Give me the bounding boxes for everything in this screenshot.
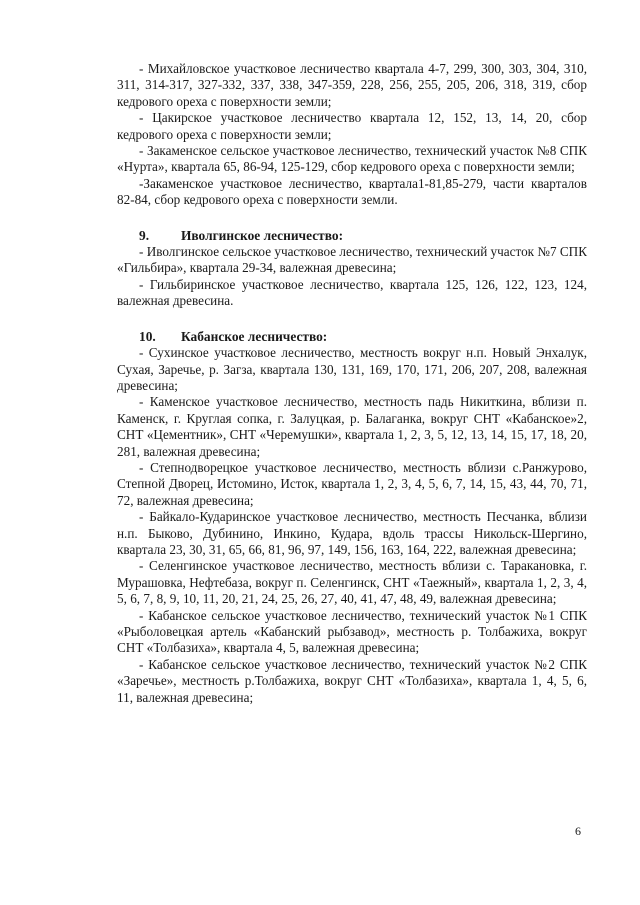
paragraph-kamenskoe: - Каменское участковое лесничество, местность падь Никиткина, вблизи п. Каменск, г. Круглая сопка, г. Залуцкая, р. Балаганка, вокруг СНТ «Кабанское»2, СНТ «Цементник», СНТ «Черемушки», квартала 1, 2, 3, 5, 12, 13, 14, 15, 17, 18, 20, 281, валежная древесина; xyxy=(117,394,587,459)
section-title: Кабанское лесничество: xyxy=(181,328,328,344)
paragraph-mikhailovskoe: - Михайловское участковое лесничество квартала 4-7, 299, 300, 303, 304, 310, 311, 314-317, 327-332, 337, 338, 347-359, 228, 256, 255, 205, 206, 318, 319, сбор кедрового ореха с поверхности земли; xyxy=(117,61,587,109)
paragraph-zakamenskoe-selskoe: - Закаменское сельское участковое лесничество, технический участок №8 СПК «Нурта», квартала 65, 86-94, 125-129, сбор кедрового ореха с поверхности земли; xyxy=(117,143,587,175)
paragraph-zakamenskoe: -Закаменское участковое лесничество, квартала1-81,85-279, части кварталов 82-84, сбор кедрового ореха с поверхности земли. xyxy=(117,175,587,208)
paragraph-tsakirskoe: - Цакирское участковое лесничество квартала 12, 152, 13, 14, 20, сбор кедрового ореха с поверхности земли; xyxy=(117,110,587,142)
section-title: Иволгинское лесничество: xyxy=(181,227,344,243)
paragraph-kabanskoe-selskoe-2: - Кабанское сельское участковое лесничество, технический участок №2 СПК «Заречье», местность р.Толбажиха, вокруг СНТ «Толбазиха», квартала 1, 4, 5, 6, 11, валежная древесина; xyxy=(117,656,587,705)
paragraph-kabanskoe-selskoe-1: - Кабанское сельское участковое лесничество, технический участок №1 СПК «Рыболовецкая артель «Кабанский рыбзавод», местность р. Толбажиха, вокруг СНТ «Толбазиха», квартала 4, 5, валежная древесина; xyxy=(117,607,587,656)
section-number: 10. xyxy=(139,328,156,344)
section-number: 9. xyxy=(139,227,150,243)
page-number: 6 xyxy=(575,824,581,838)
paragraph-baikalo-kudarinskoe: - Байкало-Кударинское участковое лесничество, местность Песчанка, вблизи н.п. Быково, Дубинино, Инкино, Кудара, вдоль трассы Никольск-Шергино, квартала 23, 30, 31, 65, 66, 81, 96, 97, 149, 156, 163, 164, 222, валежная древесина; xyxy=(117,509,587,557)
document-body xyxy=(117,61,587,706)
section-heading-ivolginskoe xyxy=(139,228,587,244)
section-heading-kabanskoe xyxy=(139,329,587,345)
paragraph-stepnodvoretskoe: - Степнодворецкое участковое лесничество, местность вблизи с.Ранжурово, Степной Дворец, Истомино, Исток, квартала 1, 2, 3, 4, 5, 6, 7, 14, 15, 43, 44, 70, 71, 72, валежная древесина; xyxy=(117,459,587,508)
paragraph-selenginskoe: - Селенгинское участковое лесничество, местность вблизи с. Таракановка, г. Мурашовка, Нефтебаза, вокруг п. Селенгинск, СНТ «Таежный», квартала 1, 2, 3, 4, 5, 6, 7, 8, 9, 10, 11, 20, 21, 24, 25, 26, 27, 40, 41, 47, 48, 49, валежная древесина; xyxy=(117,558,587,607)
paragraph-sukhinskoe: - Сухинское участковое лесничество, местность вокруг н.п. Новый Энхалук, Сухая, Заречье, р. Загза, квартала 130, 131, 169, 170, 171, 206, 207, 208, валежная древесина; xyxy=(117,345,587,393)
paragraph-gilbirinskoe: - Гильбиринское участковое лесничество, квартала 125, 126, 122, 123, 124, валежная древесина. xyxy=(117,276,587,309)
paragraph-ivolginskoe-selskoe: - Иволгинское сельское участковое лесничество, технический участок №7 СПК «Гильбира», квартала 29-34, валежная древесина; xyxy=(117,244,587,276)
